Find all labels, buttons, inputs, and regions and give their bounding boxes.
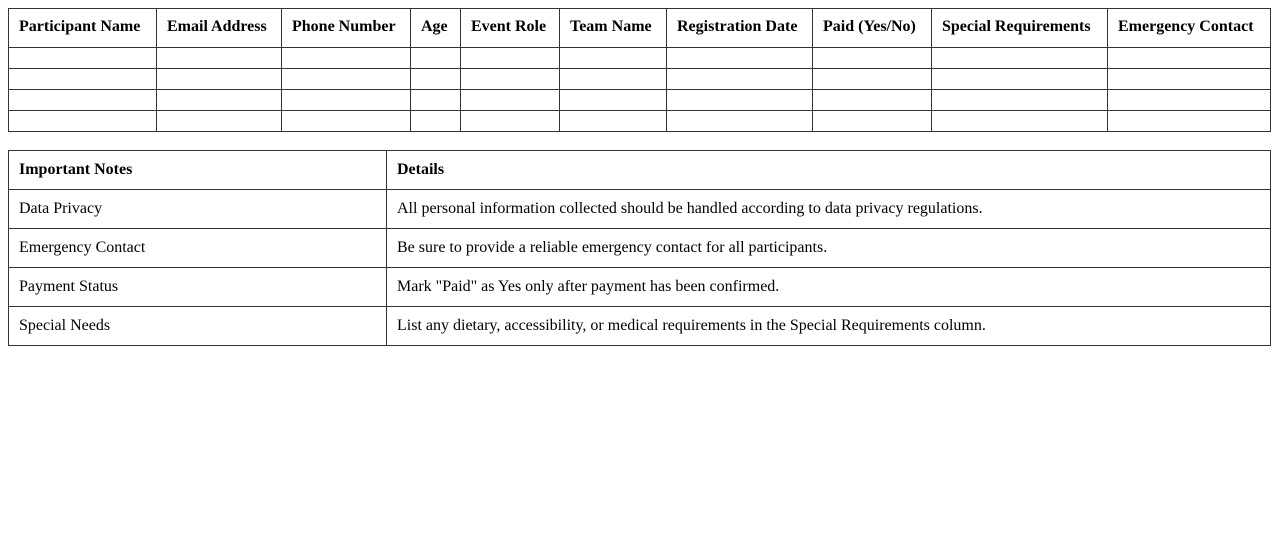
note-row-payment-status [9,268,1271,307]
header-emergency-contact: Emergency Contact [1108,9,1271,48]
table-cell[interactable] [9,111,157,132]
table-row [9,48,1271,69]
table-row [9,90,1271,111]
table-cell[interactable] [9,48,157,69]
table-cell[interactable] [9,69,157,90]
note-details: Mark "Paid" as Yes only after payment has been confirmed. [387,268,1271,307]
table-cell[interactable] [461,90,560,111]
table-cell[interactable] [411,111,461,132]
registration-table [8,8,1271,132]
table-cell[interactable] [932,48,1108,69]
table-cell[interactable] [932,69,1108,90]
table-cell[interactable] [932,90,1108,111]
table-cell[interactable] [411,48,461,69]
table-cell[interactable] [157,90,282,111]
header-phone-number: Phone Number [282,9,411,48]
table-cell[interactable] [1108,48,1271,69]
header-email-address: Email Address [157,9,282,48]
important-notes-table [8,150,1271,346]
table-cell[interactable] [1108,69,1271,90]
table-cell[interactable] [813,90,932,111]
note-title: Special Needs [9,307,387,346]
table-cell[interactable] [411,69,461,90]
note-details: All personal information collected should be handled according to data privacy regulations. [387,190,1271,229]
table-cell[interactable] [560,69,667,90]
table-cell[interactable] [282,111,411,132]
note-details: List any dietary, accessibility, or medical requirements in the Special Requirements column. [387,307,1271,346]
table-cell[interactable] [282,90,411,111]
header-registration-date: Registration Date [667,9,813,48]
table-cell[interactable] [1108,111,1271,132]
table-cell[interactable] [157,111,282,132]
table-cell[interactable] [282,69,411,90]
note-title: Emergency Contact [9,229,387,268]
table-cell[interactable] [813,111,932,132]
table-cell[interactable] [667,111,813,132]
note-title: Data Privacy [9,190,387,229]
header-event-role: Event Role [461,9,560,48]
header-special-requirements: Special Requirements [932,9,1108,48]
registration-header-row [9,9,1271,48]
table-cell[interactable] [560,48,667,69]
table-cell[interactable] [813,69,932,90]
table-cell[interactable] [560,111,667,132]
table-cell[interactable] [667,48,813,69]
header-important-notes: Important Notes [9,151,387,190]
table-cell[interactable] [461,111,560,132]
note-row-emergency-contact [9,229,1271,268]
table-row [9,111,1271,132]
table-cell[interactable] [667,69,813,90]
table-cell[interactable] [1108,90,1271,111]
header-age: Age [411,9,461,48]
table-cell[interactable] [282,48,411,69]
table-cell[interactable] [411,90,461,111]
note-row-special-needs [9,307,1271,346]
header-participant-name: Participant Name [9,9,157,48]
table-row [9,69,1271,90]
note-details: Be sure to provide a reliable emergency contact for all participants. [387,229,1271,268]
table-cell[interactable] [461,69,560,90]
header-details: Details [387,151,1271,190]
note-row-data-privacy [9,190,1271,229]
table-cell[interactable] [667,90,813,111]
table-cell[interactable] [157,69,282,90]
note-title: Payment Status [9,268,387,307]
header-team-name: Team Name [560,9,667,48]
table-cell[interactable] [932,111,1108,132]
table-cell[interactable] [9,90,157,111]
table-cell[interactable] [560,90,667,111]
header-paid: Paid (Yes/No) [813,9,932,48]
table-cell[interactable] [461,48,560,69]
table-cell[interactable] [813,48,932,69]
notes-header-row [9,151,1271,190]
table-cell[interactable] [157,48,282,69]
